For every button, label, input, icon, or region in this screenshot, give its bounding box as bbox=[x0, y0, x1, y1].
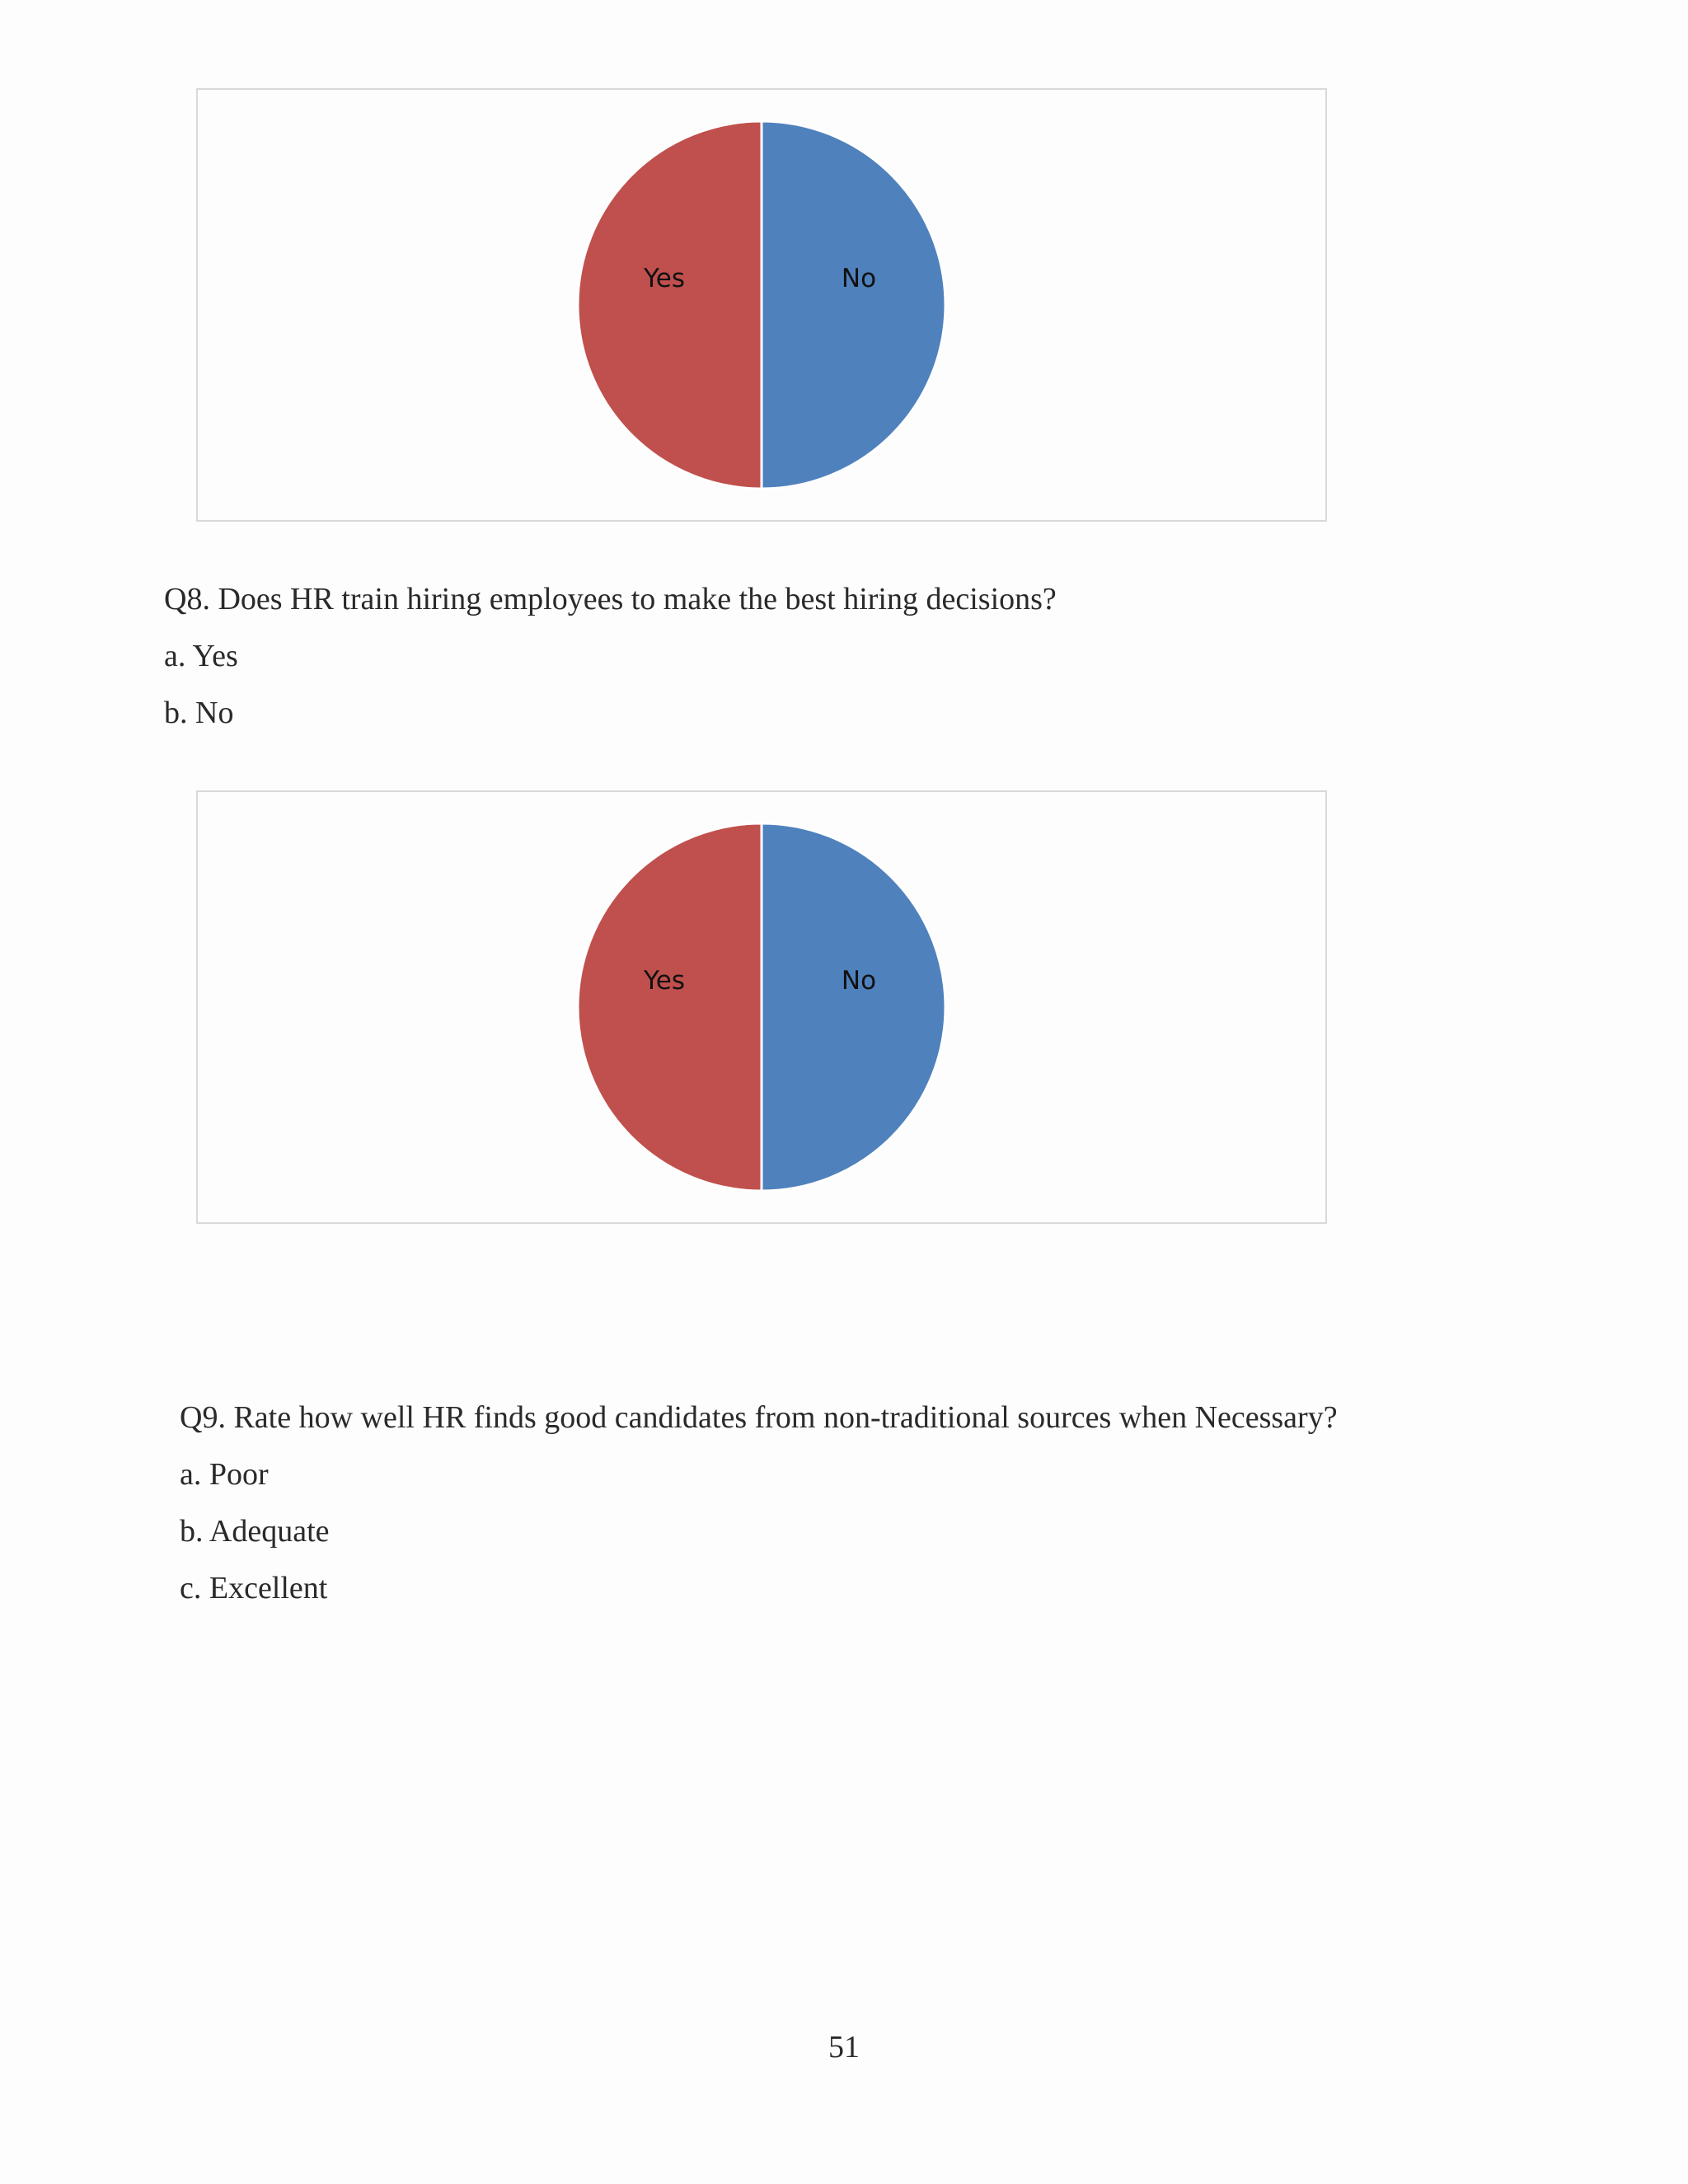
pie-slice-no bbox=[762, 121, 945, 489]
pie-slice-no bbox=[762, 823, 945, 1191]
pie-chart-q8 bbox=[196, 790, 1327, 1224]
q8-option-a: a. Yes bbox=[164, 639, 238, 673]
q8-option-b: b. No bbox=[164, 696, 234, 730]
q9-option-c: c. Excellent bbox=[180, 1571, 328, 1605]
q9-question: Q9. Rate how well HR finds good candidates from non-traditional sources when Necessary? bbox=[180, 1400, 1338, 1435]
pie-chart-q7 bbox=[196, 88, 1327, 522]
pie-label-yes: Yes bbox=[643, 264, 686, 293]
pie-chart-svg bbox=[198, 792, 1325, 1222]
pie-slice-yes bbox=[578, 823, 762, 1191]
pie-chart-svg bbox=[198, 90, 1325, 520]
pie-label-no: No bbox=[841, 966, 877, 996]
pie-slice-yes bbox=[578, 121, 762, 489]
q8-question: Q8. Does HR train hiring employees to make the best hiring decisions? bbox=[164, 582, 1057, 616]
pie-label-yes: Yes bbox=[643, 966, 686, 996]
q9-option-a: a. Poor bbox=[180, 1457, 269, 1492]
q9-option-b: b. Adequate bbox=[180, 1514, 330, 1549]
pie-label-no: No bbox=[841, 264, 877, 293]
page-number: 51 bbox=[828, 2030, 860, 2064]
